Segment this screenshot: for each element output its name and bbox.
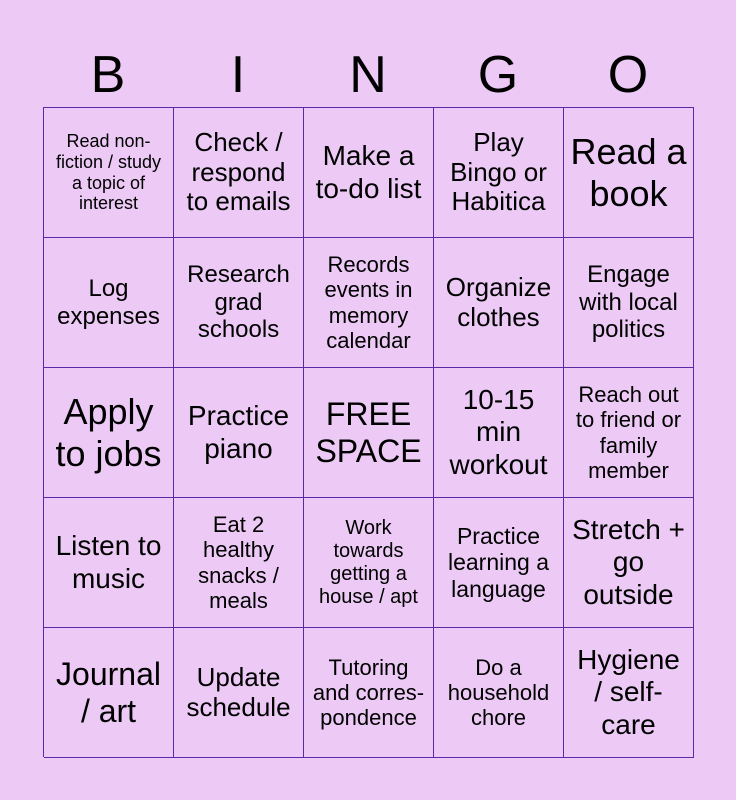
- bingo-cell-label: Tutoring and corres-pondence: [312, 654, 425, 731]
- bingo-cell-label: Journal / art: [56, 655, 161, 729]
- bingo-cell-label: Log expenses: [57, 274, 160, 330]
- bingo-cell-r4c2[interactable]: [174, 498, 304, 628]
- bingo-cell-label: Play Bingo or Habitica: [450, 126, 547, 217]
- bingo-cell-r4c5[interactable]: [564, 498, 694, 628]
- bingo-cell-label: Work towards getting a house / apt: [319, 516, 418, 608]
- bingo-cell-label: FREE SPACE: [315, 395, 422, 469]
- bingo-cell-label: Hygiene / self-care: [577, 644, 680, 740]
- bingo-cell-label: Update schedule: [186, 661, 291, 722]
- bingo-cell-r3c1[interactable]: [44, 368, 174, 498]
- bingo-header: [43, 44, 693, 106]
- bingo-cell-r5c5[interactable]: [564, 628, 694, 758]
- bingo-cell-r3c5[interactable]: [564, 368, 694, 498]
- bingo-cell-label: Reach out to friend or family member: [575, 381, 682, 483]
- bingo-cell-label: Records events in memory calendar: [324, 251, 413, 353]
- bingo-cell-free-space[interactable]: [304, 368, 434, 498]
- bingo-grid: [43, 107, 694, 757]
- bingo-cell-r1c3[interactable]: [304, 108, 434, 238]
- bingo-cell-label: Practice piano: [187, 400, 290, 464]
- bingo-cell-r2c3[interactable]: [304, 238, 434, 368]
- bingo-cell-label: Listen to music: [55, 530, 162, 594]
- bingo-cell-r5c3[interactable]: [304, 628, 434, 758]
- bingo-cell-r1c1[interactable]: [44, 108, 174, 238]
- bingo-cell-r2c2[interactable]: [174, 238, 304, 368]
- header-letter-n: N: [349, 46, 387, 104]
- bingo-cell-r3c2[interactable]: [174, 368, 304, 498]
- bingo-cell-r1c5[interactable]: [564, 108, 694, 238]
- bingo-cell-label: Organize clothes: [445, 271, 552, 332]
- header-letter-g: G: [477, 46, 519, 104]
- bingo-cell-r5c1[interactable]: [44, 628, 174, 758]
- bingo-cell-label: Eat 2 healthy snacks / meals: [198, 511, 279, 613]
- bingo-cell-label: Stretch + go outside: [572, 514, 685, 610]
- bingo-cell-label: Practice learning a language: [447, 522, 550, 602]
- bingo-cell-r2c5[interactable]: [564, 238, 694, 368]
- bingo-cell-r2c1[interactable]: [44, 238, 174, 368]
- bingo-cell-r1c4[interactable]: [434, 108, 564, 238]
- bingo-cell-label: Research grad schools: [187, 261, 290, 344]
- bingo-cell-label: Engage with local politics: [579, 261, 678, 344]
- bingo-cell-label: 10-15 min workout: [449, 384, 548, 480]
- bingo-cell-r2c4[interactable]: [434, 238, 564, 368]
- bingo-cell-r4c1[interactable]: [44, 498, 174, 628]
- bingo-cell-label: Make a to-do list: [315, 140, 422, 204]
- bingo-cell-label: Read a book: [570, 131, 687, 214]
- bingo-cell-r5c4[interactable]: [434, 628, 564, 758]
- bingo-cell-label: Do a household chore: [447, 654, 550, 731]
- bingo-cell-r5c2[interactable]: [174, 628, 304, 758]
- bingo-cell-r1c2[interactable]: [174, 108, 304, 238]
- bingo-cell-label: Read non-fiction / study a topic of interest: [55, 131, 162, 214]
- bingo-cell-r4c4[interactable]: [434, 498, 564, 628]
- bingo-cell-r4c3[interactable]: [304, 498, 434, 628]
- bingo-cell-r3c4[interactable]: [434, 368, 564, 498]
- bingo-cell-label: Check / respond to emails: [186, 126, 291, 217]
- header-letter-b: B: [90, 46, 126, 104]
- bingo-cell-label: Apply to jobs: [55, 391, 162, 474]
- header-letter-o: O: [607, 46, 649, 104]
- header-letter-i: I: [230, 46, 246, 104]
